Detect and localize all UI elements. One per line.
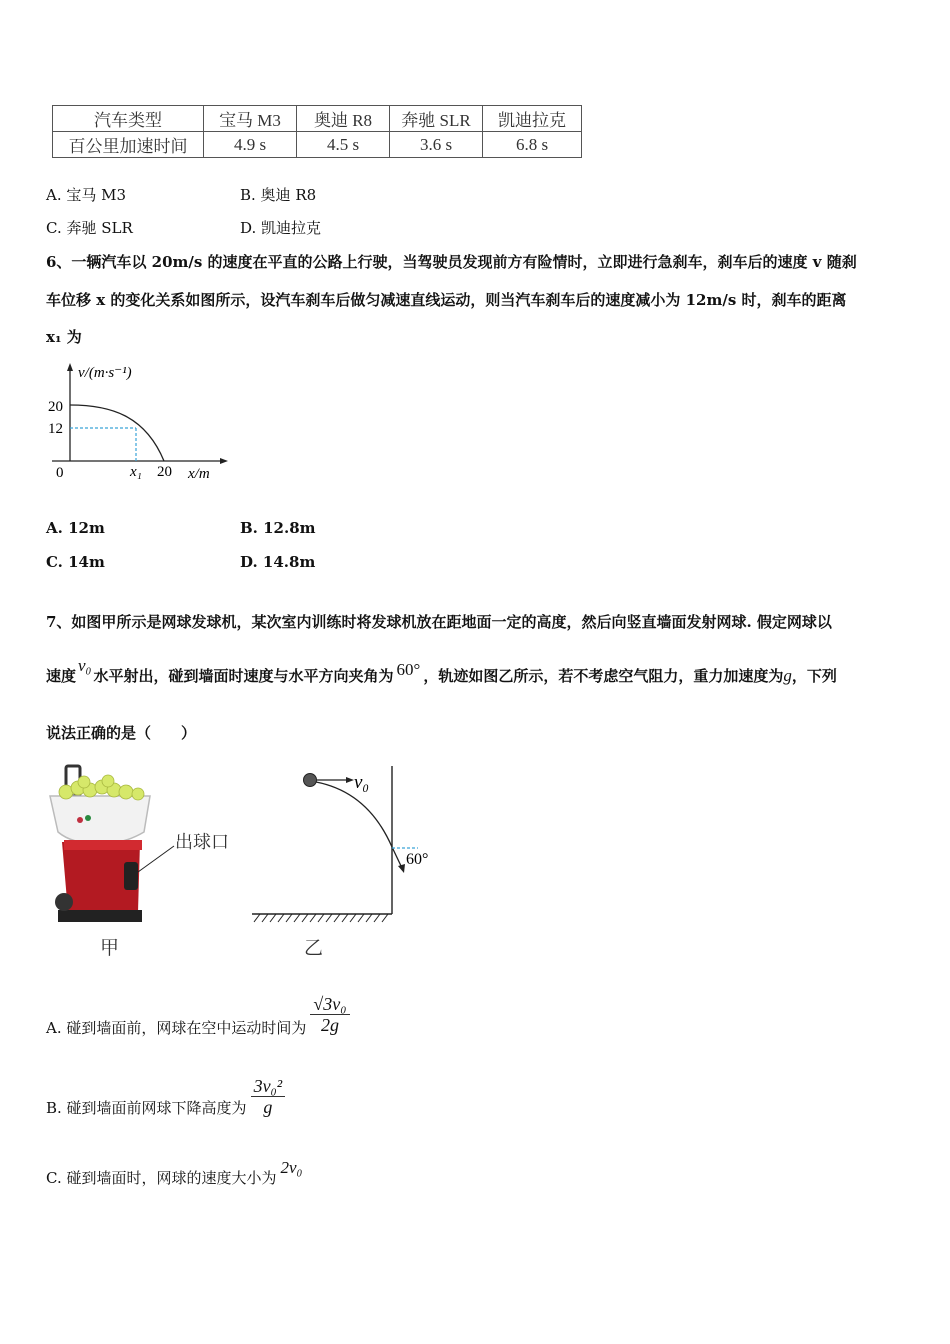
outlet-pointer (138, 846, 174, 872)
y-tick-12: 12 (48, 421, 63, 437)
outlet-label: 出球口 (175, 832, 229, 852)
table-cell: 4.9 s (204, 132, 297, 158)
q7-line-2: 速度v₀水平射出，碰到墙面时速度与水平方向夹角为 60° ，轨迹如图乙所示，若不考虑空气阻力，重力加速度为g，下列 (46, 656, 837, 685)
wheel (55, 893, 73, 911)
q6-option-d: D. 14.8m (240, 553, 316, 571)
logo-mark (85, 815, 91, 821)
table-cell: 4.5 s (297, 132, 390, 158)
x-tick-x1: x₁ (130, 464, 142, 480)
q7-option-c: C. 碰到墙面时，网球的速度大小为2v₀ (46, 1158, 303, 1187)
speed-value: 2v₀ (280, 1158, 303, 1177)
ball-basket (50, 796, 150, 844)
v0-arrowhead (346, 777, 354, 783)
y-axis-label: v/(m·s⁻¹) (78, 365, 132, 381)
table-row (53, 132, 582, 158)
q5-option-d: D. 凯迪拉克 (240, 219, 322, 237)
q5-option-a: A. 宝马 M3 (46, 186, 127, 204)
table-cell: 奥迪 R8 (297, 106, 390, 132)
x-axis-arrow (220, 458, 228, 464)
velocity-curve (70, 405, 164, 461)
figure-jia-caption: 甲 (100, 938, 120, 959)
ball-outlet (124, 862, 138, 890)
q7-option-a: A. 碰到墙面前，网球在空中运动时间为 $\frac{\text{√3v₀}}{2g}$ (46, 990, 350, 1038)
q7-line-3: 说法正确的是（ ） (46, 724, 197, 742)
logo-mark (77, 817, 83, 823)
q6-line-3: x₁ 为 (46, 328, 82, 346)
q6-option-a: A. 12m (46, 519, 105, 537)
q5-option-c: C. 奔驰 SLR (46, 219, 133, 237)
ball-machine-figure (44, 762, 244, 962)
y-tick-20: 20 (48, 399, 63, 415)
g-symbol: g (783, 666, 792, 685)
ground-hatching (254, 914, 388, 922)
angle-label: 60° (406, 851, 429, 868)
origin-label: 0 (56, 465, 64, 481)
table-row (53, 106, 582, 132)
v0-symbol: v₀ (78, 656, 92, 675)
y-axis-arrow (67, 363, 73, 371)
q6-option-c: C. 14m (46, 553, 105, 571)
table-cell: 奔驰 SLR (390, 106, 483, 132)
impact-velocity (392, 847, 402, 868)
trajectory-figure (250, 762, 450, 962)
impact-arrowhead (398, 864, 405, 873)
v0-label: v₀ (354, 772, 370, 793)
table-cell: 宝马 M3 (204, 106, 297, 132)
figure-yi-caption: 乙 (304, 938, 324, 959)
height-fraction: $\frac{\text{3v₀²}}{g}$ (251, 1076, 286, 1117)
angle-60: 60° (396, 660, 421, 679)
acceleration-table (52, 105, 582, 158)
x-tick-20: 20 (157, 464, 172, 480)
q7-line-1: 7、如图甲所示是网球发球机，某次室内训练时将发球机放在距地面一定的高度，然后向竖直墙面发射网球. 假定网球以 (46, 613, 832, 631)
q6-option-b: B. 12.8m (240, 519, 316, 537)
table-cell: 6.8 s (483, 132, 582, 158)
q6-line-1: 6、一辆汽车以 20m/s 的速度在平直的公路上行驶，当驾驶员发现前方有险情时，立即进行急刹车，刹车后的速度 v 随刹 (46, 253, 857, 271)
q5-option-b: B. 奥迪 R8 (240, 186, 317, 204)
machine-base (58, 910, 142, 922)
table-cell: 凯迪拉克 (483, 106, 582, 132)
x-axis-label: x/m (188, 466, 210, 482)
table-cell: 汽车类型 (53, 106, 204, 132)
q7-option-b: B. 碰到墙面前网球下降高度为 $\frac{\text{3v₀²}}{g}$ (46, 1074, 285, 1118)
machine-top (64, 840, 142, 850)
tennis-ball (304, 774, 317, 787)
time-fraction: $\frac{\text{√3v₀}}{2g}$ (310, 994, 349, 1035)
q6-line-2: 车位移 x 的变化关系如图所示，设汽车刹车后做匀减速直线运动，则当汽车刹车后的速度减小为 12m/s 时，刹车的距离 (46, 291, 847, 309)
table-cell: 3.6 s (390, 132, 483, 158)
table-cell: 百公里加速时间 (53, 132, 204, 158)
velocity-displacement-graph (40, 355, 240, 490)
